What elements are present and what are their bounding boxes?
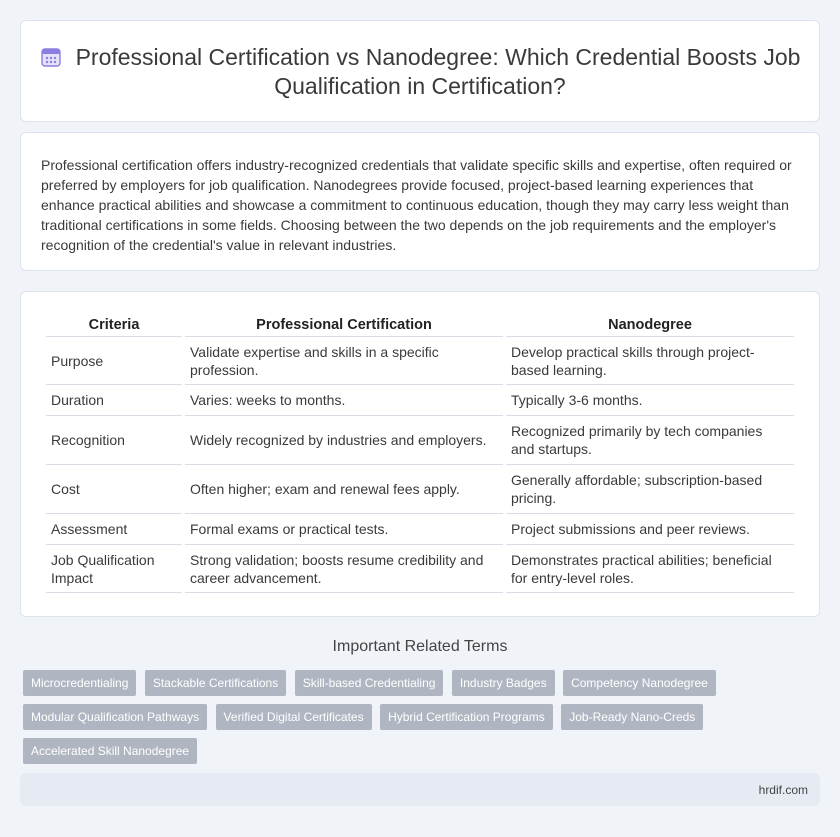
cell-criteria: Purpose <box>46 337 182 385</box>
table-row <box>46 514 794 545</box>
footer <box>20 773 820 806</box>
table-row <box>46 545 794 593</box>
comparison-card <box>20 291 820 617</box>
cell-criteria: Duration <box>46 385 182 416</box>
tag-skill-based-credentialing[interactable]: Skill-based Credentialing <box>295 670 444 696</box>
intro-card <box>20 132 820 271</box>
tag-job-ready-nano-creds[interactable]: Job-Ready Nano-Creds <box>561 704 703 730</box>
table-row <box>46 465 794 514</box>
related-terms-tags <box>23 670 813 772</box>
tag-industry-badges[interactable]: Industry Badges <box>452 670 555 696</box>
table-header-row <box>46 312 794 337</box>
cell-nanodegree: Develop practical skills through project-based learning. <box>506 337 794 385</box>
cell-nanodegree: Demonstrates practical abilities; beneficial for entry-level roles. <box>506 545 794 593</box>
tag-competency-nanodegree[interactable]: Competency Nanodegree <box>563 670 716 696</box>
footer-site-link[interactable]: hrdif.com <box>758 783 808 797</box>
table-row <box>46 337 794 385</box>
cell-criteria: Job Qualification Impact <box>46 545 182 593</box>
page-title-text: Professional Certification vs Nanodegree: Which Credential Boosts Job Qualification in Certification? <box>75 44 801 99</box>
tag-stackable-certifications[interactable]: Stackable Certifications <box>145 670 286 696</box>
tag-microcredentialing[interactable]: Microcredentialing <box>23 670 136 696</box>
cell-nanodegree: Typically 3-6 months. <box>506 385 794 416</box>
header-card <box>20 20 820 122</box>
cell-professional-certification: Varies: weeks to months. <box>185 385 503 416</box>
cell-professional-certification: Often higher; exam and renewal fees apply. <box>185 465 503 514</box>
tag-modular-qualification-pathways[interactable]: Modular Qualification Pathways <box>23 704 207 730</box>
cell-nanodegree: Generally affordable; subscription-based pricing. <box>506 465 794 514</box>
tag-accelerated-skill-nanodegree[interactable]: Accelerated Skill Nanodegree <box>23 738 197 764</box>
cell-professional-certification: Formal exams or practical tests. <box>185 514 503 545</box>
cell-professional-certification: Widely recognized by industries and employers. <box>185 416 503 465</box>
calendar-icon <box>40 46 62 68</box>
related-terms-title: Important Related Terms <box>332 638 508 655</box>
header-professional-certification: Professional Certification <box>185 312 503 337</box>
comparison-table <box>43 312 797 593</box>
table-row <box>46 416 794 465</box>
page-title <box>21 43 819 101</box>
cell-criteria: Assessment <box>46 514 182 545</box>
cell-nanodegree: Project submissions and peer reviews. <box>506 514 794 545</box>
cell-criteria: Recognition <box>46 416 182 465</box>
tag-verified-digital-certificates[interactable]: Verified Digital Certificates <box>216 704 372 730</box>
table-row <box>46 385 794 416</box>
tag-hybrid-certification-programs[interactable]: Hybrid Certification Programs <box>380 704 553 730</box>
cell-nanodegree: Recognized primarily by tech companies and startups. <box>506 416 794 465</box>
header-nanodegree: Nanodegree <box>506 312 794 337</box>
cell-criteria: Cost <box>46 465 182 514</box>
intro-paragraph: Professional certification offers industry-recognized credentials that validate specific skills and expertise, often required or preferred by employers for job qualification. Nanodegrees provide focused, project-based learning experiences that enhance practical abilities and showcase a commitment to continuous education, though they may carry less weight than traditional certifications in some fields. Choosing between the two depends on the job requirements and the employer's recognition of the credential's value in relevant industries. <box>41 157 792 253</box>
cell-professional-certification: Validate expertise and skills in a specific profession. <box>185 337 503 385</box>
cell-professional-certification: Strong validation; boosts resume credibility and career advancement. <box>185 545 503 593</box>
header-criteria: Criteria <box>46 312 182 337</box>
